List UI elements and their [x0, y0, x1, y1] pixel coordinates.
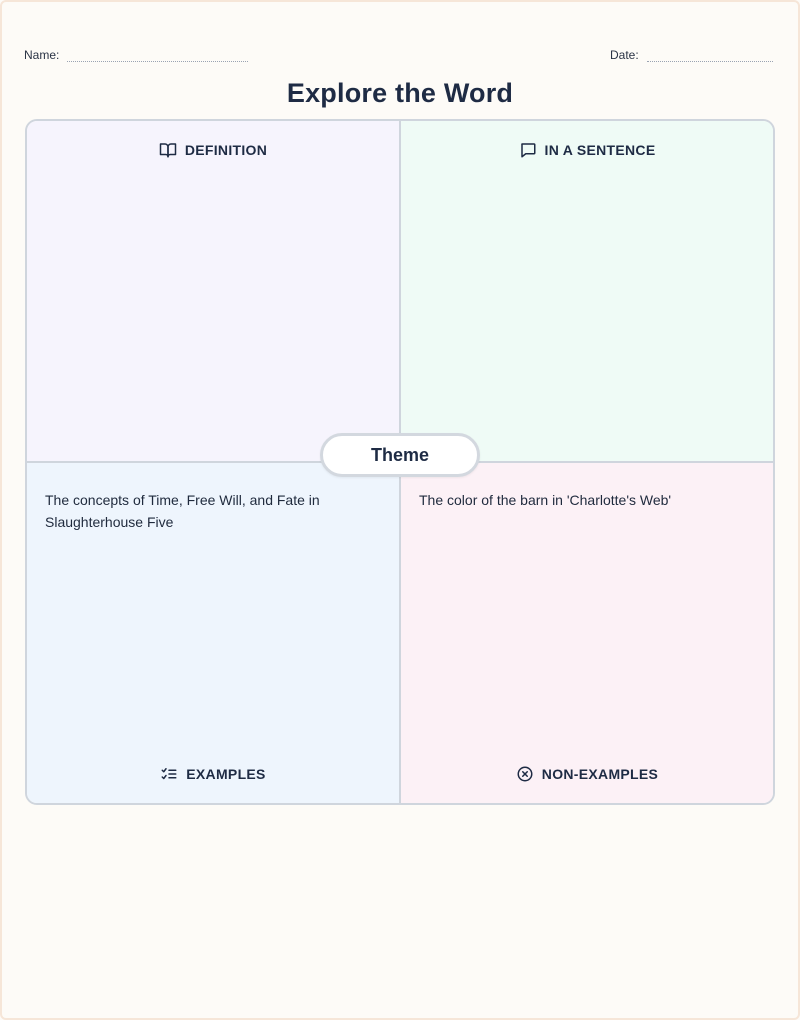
checklist-icon — [160, 765, 178, 783]
examples-header — [27, 765, 399, 783]
definition-header — [27, 141, 399, 159]
sentence-label: IN A SENTENCE — [544, 142, 656, 158]
center-word[interactable]: Theme — [320, 433, 480, 477]
name-field[interactable] — [24, 48, 248, 62]
date-field[interactable] — [610, 48, 773, 62]
speech-bubble-icon — [519, 141, 537, 159]
name-label: Name: — [24, 48, 60, 62]
name-line[interactable] — [67, 51, 248, 62]
non-examples-label: NON-EXAMPLES — [541, 766, 659, 782]
non-examples-header — [401, 765, 773, 783]
quadrant-definition[interactable] — [27, 121, 401, 463]
date-line[interactable] — [647, 51, 773, 62]
quadrant-non-examples[interactable] — [401, 463, 773, 803]
examples-text[interactable]: The concepts of Time, Free Will, and Fate in Slaughterhouse Five — [45, 492, 320, 530]
examples-label: EXAMPLES — [186, 766, 266, 782]
quadrant-in-a-sentence[interactable] — [401, 121, 773, 463]
page-title: Explore the Word — [286, 78, 514, 108]
date-label: Date: — [610, 48, 639, 62]
non-examples-text[interactable]: The color of the barn in 'Charlotte's Web' — [419, 492, 672, 508]
quadrant-examples[interactable] — [27, 463, 401, 803]
definition-label: DEFINITION — [184, 142, 268, 158]
sentence-header — [401, 141, 773, 159]
book-open-icon — [159, 141, 177, 159]
x-circle-icon — [516, 765, 534, 783]
